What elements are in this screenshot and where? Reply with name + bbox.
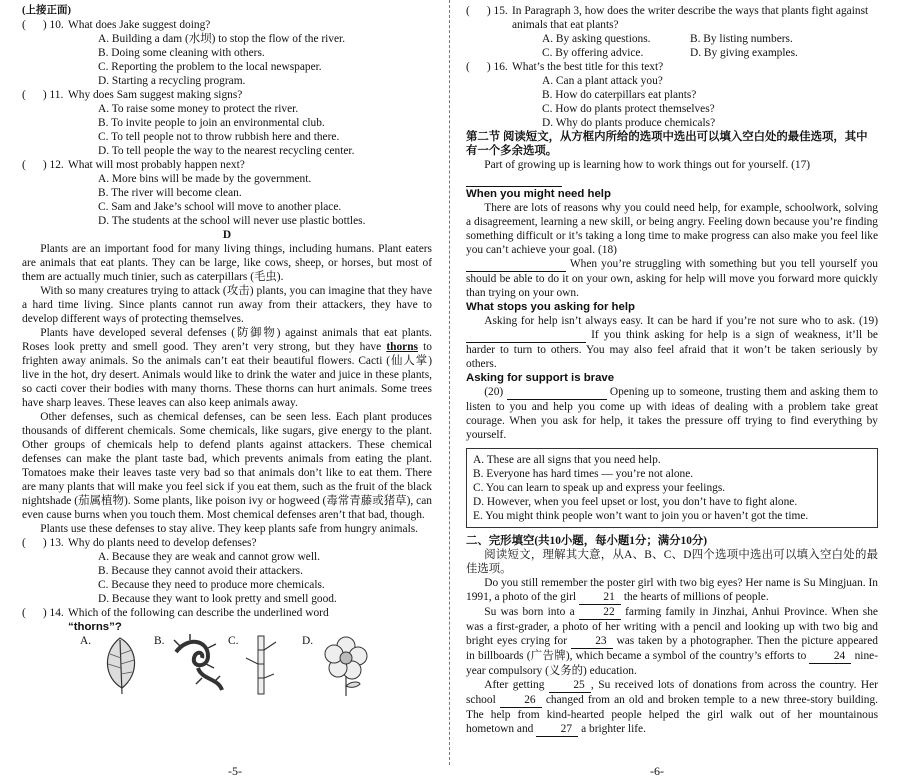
cloze-paragraph-1: Do you still remember the poster girl with two big eyes? Her name is Su Mingjuan. In 1991, a photo of the girl 21 the hearts of millions of people. (466, 577, 878, 603)
leaf-icon (94, 634, 146, 696)
question-text: Which of the following can describe the underlined word “thorns”? (68, 607, 329, 633)
option: D. Why do plants produce chemicals? (542, 117, 716, 129)
answer-slot-16[interactable]: ( ) 16. (466, 61, 508, 73)
question-15 (466, 4, 878, 32)
bamboo-icon (242, 634, 282, 696)
part-2-heading: 二、完形填空(共10小题，每小题1分；满分10分) (466, 535, 708, 547)
page-number-right: -6- (650, 764, 664, 778)
cloze-blank-21[interactable]: 21 (579, 590, 621, 605)
underlined-word-thorns: thorns (386, 341, 418, 353)
option: B. Doing some cleaning with others. (98, 47, 265, 59)
option: B. To invite people to join an environmental club. (98, 117, 325, 129)
subheading-3: Asking for support is brave (466, 372, 615, 384)
option: A. By asking questions. (542, 33, 651, 45)
option-row (466, 46, 878, 60)
right-column (466, 4, 878, 737)
left-column (22, 4, 432, 696)
box-option: D. However, when you feel upset or lost, you don’t have to fight alone. (473, 496, 798, 508)
question-text: What will most probably happen next? (68, 159, 245, 171)
page-number-left: -5- (228, 764, 242, 778)
blank-17[interactable] (466, 172, 878, 187)
answer-slot-11[interactable]: ( ) 11. (22, 89, 64, 101)
option: C. Reporting the problem to the local newspaper. (98, 61, 322, 73)
option: A. Building a dam (水坝) to stop the flow of the river. (98, 33, 346, 45)
answer-slot-15[interactable]: ( ) 15. (466, 5, 508, 17)
option: C. By offering advice. (542, 47, 644, 59)
passage-paragraph-3: Plants have developed several defenses (防御物) against animals that eat plants. Roses look pretty and smell good. They aren’t very strong, but they have thorns to frighten away animals. So the animals can’t eat their beautiful flowers. Cacti (仙人掌) live in the hot, dry desert. Animals would like to drink the water and juice in these plants, so cacti cover their bodies with many thorns. These thorns can hurt animals. Some trees have sharp leaves. These leaves can also keep animals away. (22, 327, 432, 409)
cloze-paragraph-3: After getting 25 , Su received lots of donations from across the country. Her school 26 changed from an old and broken temple to a new three-story building. The help from kind-hearted people helped the girl walk out of her mountainous hometown and 27 a brighter life. (466, 679, 878, 735)
passage-paragraph-2: With so many creatures trying to attack (攻击) plants, you can imagine that they have a hard time living. Since plants cannot run away from their attackers, they have to develop different ways of protecting themselves. (22, 285, 432, 325)
passage-paragraph: Asking for help isn’t always easy. It can be hard if you’re not sure who to ask. (19) If you think asking for help is a sign of weakness, it’ll be harder to turn to others. You may also feel afraid that it won’t be taken seriously by others. (466, 315, 878, 370)
continued-note: (上接正面) (22, 5, 71, 16)
cloze-blank-25[interactable]: 25 (549, 678, 591, 693)
question-text: What does Jake suggest doing? (68, 19, 211, 31)
box-option: C. You can learn to speak up and express your feelings. (473, 482, 726, 494)
option: C. Because they need to produce more chemicals. (98, 579, 325, 591)
answer-slot-12[interactable]: ( ) 12. (22, 159, 64, 171)
option: D. Starting a recycling program. (98, 75, 246, 87)
question-12 (22, 158, 432, 172)
question-11 (22, 88, 432, 102)
option: D. By giving examples. (690, 47, 798, 59)
passage-paragraph-5: Plants use these defenses to stay alive. They keep plants safe from hungry animals. (40, 523, 419, 535)
answer-slot-13[interactable]: ( ) 13. (22, 537, 64, 549)
thorny-vine-icon (168, 634, 228, 696)
passage-paragraph-1: Plants are an important food for many living things, including humans. Plant eaters are animals that eat plants. They can be large, like cows, sheep, or horses, but most of them are actually much tinier, such as caterpillars (毛虫). (22, 243, 432, 283)
option: B. How do caterpillars eat plants? (542, 89, 697, 101)
box-option: A. These are all signs that you need help. (473, 454, 661, 466)
cloze-blank-27[interactable]: 27 (536, 722, 578, 737)
passage-paragraph: (20) Opening up to someone, trusting them and asking them to listen to you and help you come up with ideas of dealing with a problem take great courage. When you ask for help, it takes the pressure off trying to find everything by yourself. (466, 386, 878, 441)
flower-icon (316, 634, 376, 696)
option: A. Because they are weak and cannot grow well. (98, 551, 321, 563)
option: B. The river will become clean. (98, 187, 242, 199)
cloze-instructions: 阅读短文，理解其大意，从A、B、C、D四个选项中选出可以填入空白处的最佳选项。 (466, 549, 878, 575)
option: B. By listing numbers. (690, 33, 793, 45)
question-13 (22, 536, 432, 550)
answer-slot-14[interactable]: ( ) 14. (22, 607, 64, 619)
question-16 (466, 60, 878, 74)
blank-18[interactable] (466, 257, 566, 272)
subheading-1: When you might need help (466, 188, 611, 200)
passage-paragraph-4: Other defenses, such as chemical defenses, can be seen less. Each plant produces thousands of different chemicals. Some chemicals, like sugars, give energy to the plant. Other groups of chemicals help to defend plants against attackers. These chemical defenses can make the plant taste bad, which prevents animals from eating the plant. Tomatoes make their leaves taste very bad so that animals don’t like to eat them. There are many plants that will make you feel sick if you eat them, such as the fruit of the black nightshade (茄属植物). Some plants, like poison ivy or hogweed (毒常青藤或猪草), can even cause burns when you touch them. Most chemical defenses aren’t that bad, though. (22, 411, 432, 521)
option: A. Can a plant attack you? (542, 75, 663, 87)
question-10 (22, 18, 432, 32)
picture-option-b[interactable]: B. (154, 634, 228, 696)
question-text: In Paragraph 3, how does the writer describe the ways that plants fight against animals that eat plants? (512, 5, 869, 31)
options-box (466, 448, 878, 528)
option: B. Because they cannot avoid their attackers. (98, 565, 303, 577)
passage-intro: Part of growing up is learning how to work things out for yourself. (17) (484, 159, 811, 171)
section-2-instructions: 第二节 阅读短文，从方框内所给的选项中选出可以填入空白处的最佳选项，其中有一个多余选项。 (466, 131, 868, 157)
section-d-heading: D (222, 229, 232, 241)
question-text: What’s the best title for this text? (512, 61, 664, 73)
picture-option-a[interactable]: A. (80, 634, 154, 696)
cloze-paragraph-2: Su was born into a 22 farming family in Jinzhai, Anhui Province. When she was a first-grader, a photo of her writing with a pencil and looking up with two big and bright eyes crying for 23 was taken by a photographer. Then the picture appeared in billboards (广告牌), which became a symbol of the country’s efforts to 24 nine-year compulsory (义务的) education. (466, 606, 878, 677)
subheading-2: What stops you asking for help (466, 301, 635, 313)
question-14 (22, 606, 432, 634)
option: C. Sam and Jake’s school will move to another place. (98, 201, 342, 213)
blank-19[interactable] (466, 328, 586, 343)
option: D. To tell people the way to the nearest recycling center. (98, 145, 355, 157)
option: A. To raise some money to protect the river. (98, 103, 299, 115)
question-text: Why does Sam suggest making signs? (68, 89, 243, 101)
box-option: B. Everyone has hard times — you’re not alone. (473, 468, 694, 480)
option: A. More bins will be made by the government. (98, 173, 312, 185)
box-option: E. You might think people won’t want to join you or haven’t got the time. (473, 510, 809, 522)
cloze-blank-23[interactable]: 23 (571, 634, 613, 649)
question-text: Why do plants need to develop defenses? (68, 537, 257, 549)
picture-option-d[interactable]: D. (302, 634, 376, 696)
answer-slot-10[interactable]: ( ) 10. (22, 19, 64, 31)
option: C. How do plants protect themselves? (542, 103, 715, 115)
option: C. To tell people not to throw rubbish here and there. (98, 131, 340, 143)
option: D. Because they want to look pretty and smell good. (98, 593, 337, 605)
passage-paragraph: There are lots of reasons why you could need help, for example, schoolwork, solving a disagreement, learning a new skill, or being angry. Feeling down because you’re finding something difficult or it’s taking a long time to make progress can also make you feel like you can’t achieve your goal. (18) When you’re struggling with something but you tell yourself you should be able to do it on your own, asking for help will move you forward more quickly than trying on your own. (466, 202, 878, 299)
picture-option-c[interactable]: C. (228, 634, 302, 696)
cloze-blank-26[interactable]: 26 (500, 693, 542, 708)
cloze-blank-22[interactable]: 22 (579, 605, 621, 620)
option-row (466, 32, 878, 46)
cloze-blank-24[interactable]: 24 (809, 649, 851, 664)
picture-options (22, 634, 432, 696)
blank-20[interactable] (507, 385, 607, 400)
option: D. The students at the school will never use plastic bottles. (98, 215, 366, 227)
page-divider (449, 0, 450, 765)
